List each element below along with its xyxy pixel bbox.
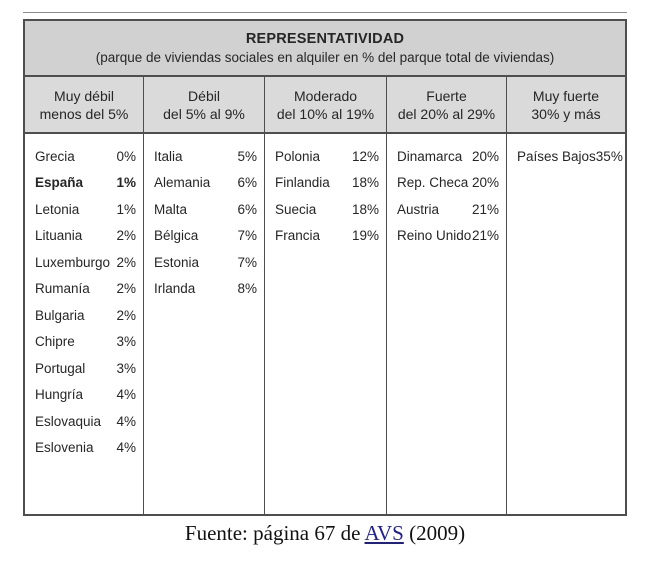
value-label: 4%	[116, 413, 136, 429]
country-label: Francia	[275, 228, 321, 244]
column-header-range: del 5% al 9%	[163, 105, 245, 122]
country-label: Eslovaquia	[35, 413, 102, 429]
table-row	[25, 302, 143, 329]
value-label: 4%	[116, 440, 136, 456]
value-label: 8%	[237, 281, 257, 297]
country-label: Malta	[154, 201, 188, 217]
column-header-3	[265, 77, 387, 132]
table-row	[25, 276, 143, 303]
column-header-range: del 20% al 29%	[397, 105, 496, 122]
country-label: Rumanía	[35, 281, 90, 297]
value-label: 2%	[116, 254, 136, 270]
country-label: Italia	[154, 148, 183, 164]
value-label: 1%	[116, 175, 136, 191]
value-label: 12%	[351, 148, 379, 164]
source-caption	[23, 521, 627, 546]
figure-top-rule	[23, 12, 627, 13]
table-row	[265, 143, 386, 170]
column-header-4	[387, 77, 507, 132]
column-header-label: Muy débil	[54, 87, 114, 104]
country-label: Estonia	[154, 254, 200, 270]
value-label: 4%	[116, 387, 136, 403]
value-label: 0%	[116, 148, 136, 164]
column-header-range: 30% y más	[531, 105, 601, 122]
country-label: Países Bajos	[517, 148, 596, 164]
value-label: 20%	[471, 175, 499, 191]
table-row	[25, 196, 143, 223]
country-label: Portugal	[35, 360, 86, 376]
caption-prefix: Fuente: página 67 de	[184, 521, 365, 545]
country-label: Letonia	[35, 201, 80, 217]
table-header-row	[25, 77, 625, 134]
table-title: REPRESENTATIVIDAD	[245, 31, 405, 47]
value-label: 5%	[237, 148, 257, 164]
table-row	[144, 249, 264, 276]
table-row	[387, 143, 506, 170]
column-header-2	[144, 77, 265, 132]
table-row	[25, 223, 143, 250]
value-label: 21%	[471, 201, 499, 217]
representatividad-table	[23, 19, 627, 516]
country-label: Dinamarca	[397, 148, 463, 164]
country-label: Lituania	[35, 228, 83, 244]
column-body-3	[265, 134, 387, 514]
country-label: Luxemburgo	[35, 254, 111, 270]
table-row	[144, 223, 264, 250]
table-body	[25, 134, 625, 514]
value-label: 3%	[116, 360, 136, 376]
column-header-range: menos del 5%	[39, 105, 129, 122]
table-title-band	[25, 21, 625, 77]
country-label: Reino Unido	[397, 228, 472, 244]
table-row	[25, 249, 143, 276]
country-label: Bulgaria	[35, 307, 85, 323]
country-label: Irlanda	[154, 281, 196, 297]
value-label: 1%	[116, 201, 136, 217]
value-label: 20%	[471, 148, 499, 164]
table-row	[265, 223, 386, 250]
column-body-2	[144, 134, 265, 514]
value-label: 18%	[351, 175, 379, 191]
table-row	[265, 170, 386, 197]
table-row	[25, 329, 143, 356]
value-label: 6%	[237, 201, 257, 217]
table-row	[265, 196, 386, 223]
country-label: Eslovenia	[35, 440, 94, 456]
table-row	[25, 408, 143, 435]
value-label: 6%	[237, 175, 257, 191]
table-row	[25, 170, 143, 197]
value-label: 7%	[237, 228, 257, 244]
column-header-label: Fuerte	[426, 87, 467, 104]
column-header-label: Muy fuerte	[532, 87, 600, 104]
table-row	[25, 355, 143, 382]
column-body-5	[507, 134, 630, 514]
table-row	[507, 143, 630, 170]
table-row	[387, 223, 506, 250]
country-label: España	[35, 175, 84, 191]
country-label: Alemania	[154, 175, 211, 191]
value-label: 3%	[116, 334, 136, 350]
value-label: 2%	[116, 228, 136, 244]
country-label: Bélgica	[154, 228, 199, 244]
country-label: Polonia	[275, 148, 321, 164]
value-label: 7%	[237, 254, 257, 270]
country-label: Hungría	[35, 387, 84, 403]
column-body-4	[387, 134, 507, 514]
table-row	[144, 170, 264, 197]
column-header-label: Débil	[188, 87, 220, 104]
table-row	[144, 143, 264, 170]
value-label: 21%	[471, 228, 499, 244]
table-row	[25, 143, 143, 170]
column-body-1	[25, 134, 144, 514]
caption-suffix: (2009)	[403, 521, 466, 545]
value-label: 18%	[351, 201, 379, 217]
column-header-5	[507, 77, 625, 132]
avs-link[interactable]: AVS	[364, 521, 404, 545]
table-row	[144, 276, 264, 303]
column-header-1	[25, 77, 144, 132]
country-label: Suecia	[275, 201, 317, 217]
table-row	[25, 435, 143, 462]
table-row	[25, 382, 143, 409]
country-label: Austria	[397, 201, 440, 217]
country-label: Chipre	[35, 334, 75, 350]
value-label: 35%	[595, 148, 623, 164]
value-label: 2%	[116, 307, 136, 323]
column-header-range: del 10% al 19%	[276, 105, 375, 122]
table-row	[387, 170, 506, 197]
table-row	[144, 196, 264, 223]
country-label: Rep. Checa	[397, 175, 469, 191]
country-label: Finlandia	[275, 175, 330, 191]
country-label: Grecia	[35, 148, 75, 164]
table-row	[387, 196, 506, 223]
value-label: 19%	[351, 228, 379, 244]
value-label: 2%	[116, 281, 136, 297]
table-subtitle: (parque de viviendas sociales en alquiler en % del parque total de viviendas)	[95, 50, 555, 65]
column-header-label: Moderado	[293, 87, 358, 104]
